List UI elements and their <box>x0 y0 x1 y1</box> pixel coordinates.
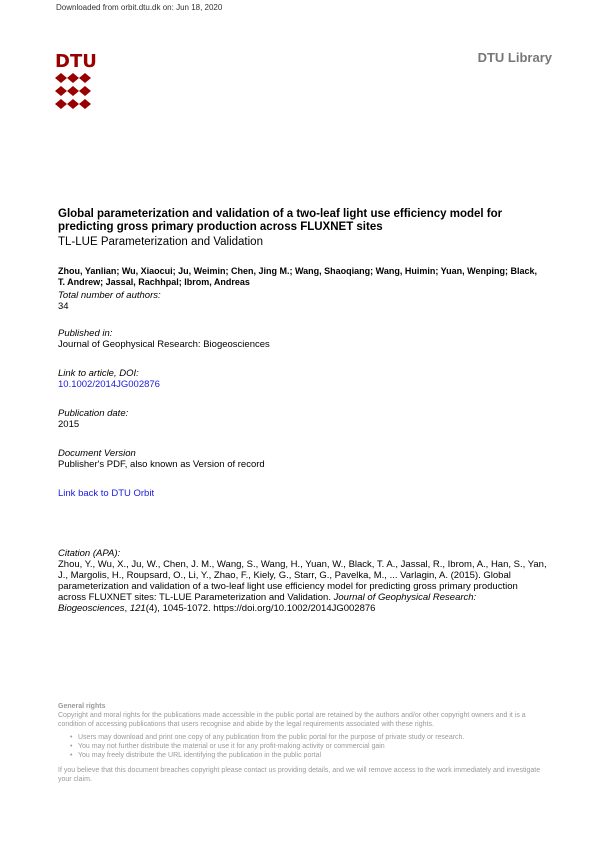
publication-date-label: Publication date: <box>58 408 129 419</box>
citation-part1: Zhou, Y., Wu, X., Ju, W., Chen, J. M., Wang, S., Wang, H., Yuan, W., Black, T. A., Jassal, R., Ibrom, A., Han, S., Yan, J., Margolis, H., Roupsard, O., Li, Y., Zhao, F., Kiely, G., Starr, G., Pavelka, M., ... Varlagin, A. (2015). Global parameterization and validation of a two-leaf light use efficiency model for predicting gross primary production across FLUXNET sites: TL-LUE Parameterization and Validation. <box>58 559 547 603</box>
rights-list <box>58 733 553 760</box>
published-in-value: Journal of Geophysical Research: Biogeosciences <box>58 339 270 350</box>
subtitle: TL-LUE Parameterization and Validation <box>58 236 263 248</box>
doi-label: Link to article, DOI: <box>58 368 139 379</box>
total-authors-value: 34 <box>58 301 69 312</box>
citation-block <box>58 548 548 614</box>
rights-text: Copyright and moral rights for the publications made accessible in the public portal are retained by the authors and/or other copyright owners and it is a condition of accessing publications that users recognise and abide by the legal requirements associated with these rights. <box>58 712 526 728</box>
published-in-label: Published in: <box>58 328 113 339</box>
rights-item: • You may freely distribute the URL identifying the publication in the public portal <box>78 751 553 760</box>
publication-date-value: 2015 <box>58 419 80 430</box>
rights-footer: If you believe that this document breaches copyright please contact us providing details, and we will remove access to the work immediately and investigate your claim. <box>58 767 541 783</box>
download-note: Downloaded from orbit.dtu.dk on: Jun 18, 2020 <box>56 3 223 12</box>
dtu-logo <box>55 51 97 125</box>
citation-part2: (4), 1045-1072. https://doi.org/10.1002/2014JG002876 <box>145 603 376 614</box>
rights-title: General rights <box>58 703 106 710</box>
publication-date-block <box>58 408 128 430</box>
page-title: Global parameterization and validation of a two-leaf light use efficiency model for predicting gross primary production across FLUXNET sites <box>58 208 503 233</box>
general-rights <box>58 702 553 784</box>
logo-text: DTU <box>55 51 97 72</box>
citation-volume: 121 <box>129 603 146 614</box>
document-version-value: Publisher's PDF, also known as Version of record <box>58 459 265 470</box>
doi-block <box>58 368 160 390</box>
document-version-label: Document Version <box>58 448 136 459</box>
total-authors-block <box>58 290 161 312</box>
rights-item: • Users may download and print one copy of any publication from the public portal for the purpose of private study or research. <box>78 733 553 742</box>
document-version-block <box>58 448 265 470</box>
citation-label: Citation (APA): <box>58 548 121 559</box>
dtu-library-label: DTU Library <box>477 50 552 65</box>
published-in-block <box>58 328 270 350</box>
rights-item: • You may not further distribute the material or use it for any profit-making activity or commercial gain <box>78 742 553 751</box>
orbit-link[interactable]: Link back to DTU Orbit <box>58 488 155 499</box>
doi-link[interactable]: 10.1002/2014JG002876 <box>58 379 160 390</box>
logo-wave-icon <box>55 72 92 120</box>
citation-journal: Journal of Geophysical Research: Biogeosciences <box>58 592 477 614</box>
citation-text: Zhou, Y., Wu, X., Ju, W., Chen, J. M., Wang, S., Wang, H., Yuan, W., Black, T. A., Jassal, R., Ibrom, A., Han, S., Yan, J., Margolis, H., Roupsard, O., Li, Y., Zhao, F., Kiely, G., Starr, G., Pavelka, M., ... Varlagin, A. (2015). Global parameterization and validation of a two-leaf light use efficiency model for predicting gross primary production across FLUXNET sites: TL-LUE Parameterization and Validation. Journal of Geophysical Research: Biogeosciences, 121(4), 1045-1072. https://doi.org/10.1002/2014JG002876 <box>58 559 547 614</box>
total-authors-label: Total number of authors: <box>58 290 161 301</box>
authors: Zhou, Yanlian; Wu, Xiaocui; Ju, Weimin; Chen, Jing M.; Wang, Shaoqiang; Wang, Huimin; Yuan, Wenping; Black, T. Andrew; Jassal, Rachhpal; Ibrom, Andreas <box>58 266 538 287</box>
